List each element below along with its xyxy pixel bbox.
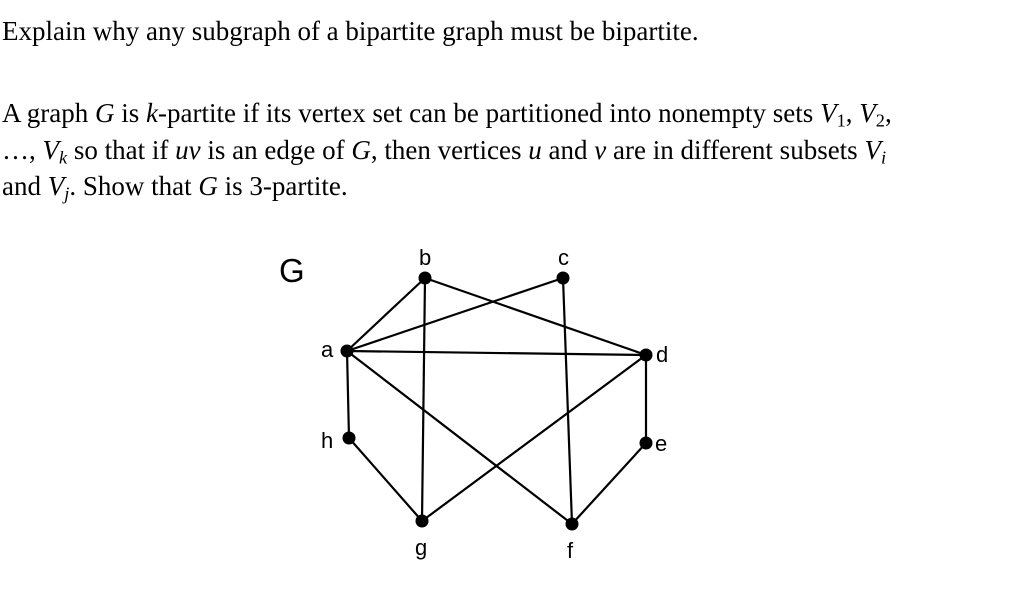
math-subscript-i: i — [880, 147, 887, 168]
math-subscript: 2 — [875, 110, 885, 131]
text-segment: is — [114, 98, 146, 128]
math-G: G — [94, 98, 115, 128]
math-k: k — [146, 98, 158, 128]
vertex-label-h: h — [321, 428, 334, 453]
text-segment: is 3-partite. — [217, 171, 348, 201]
edge-a-h — [347, 351, 349, 438]
edge-a-d — [347, 351, 646, 355]
vertex-e — [640, 437, 653, 450]
text-segment: …, — [2, 135, 43, 165]
text-segment: -partite if its vertex set can be partitioned into nonempty sets — [157, 98, 821, 128]
vertex-label-e: e — [655, 431, 668, 456]
text-segment: , — [845, 98, 860, 128]
math-V2: V — [859, 98, 876, 128]
math-subscript-j: j — [64, 183, 70, 204]
vertex-label-d: d — [656, 342, 669, 367]
math-uv: uv — [175, 135, 201, 165]
vertex-label-f: f — [567, 538, 574, 563]
graph-vertex-labels — [321, 245, 668, 563]
vertex-label-a: a — [321, 337, 334, 362]
math-u: u — [528, 135, 542, 165]
text-segment: are in different subsets — [606, 135, 865, 165]
math-subscript-k: k — [59, 147, 68, 168]
vertex-label-c: c — [558, 245, 569, 270]
math-Vi: V — [864, 135, 881, 165]
edge-c-f — [563, 278, 572, 524]
vertex-f — [566, 518, 579, 531]
question-text: Explain why any subgraph of a bipartite graph must be bipartite. — [2, 16, 699, 46]
vertex-label-g: g — [415, 535, 428, 560]
math-v: v — [594, 135, 607, 165]
edge-a-b — [347, 278, 425, 351]
graph-vertices — [341, 272, 653, 531]
vertex-label-b: b — [419, 245, 432, 270]
graph-title: G — [279, 252, 305, 289]
edge-e-f — [572, 443, 646, 524]
text-segment: and — [2, 171, 48, 201]
vertex-c — [557, 272, 570, 285]
vertex-a — [341, 345, 354, 358]
vertex-g — [416, 515, 429, 528]
edge-b-g — [422, 278, 425, 521]
vertex-d — [640, 349, 653, 362]
text-segment: A graph — [2, 98, 95, 128]
edge-b-d — [425, 278, 646, 355]
text-segment: and — [541, 135, 595, 165]
graph-edges — [347, 278, 646, 524]
text-segment: . Show that — [69, 171, 199, 201]
text-segment: is an edge of — [200, 135, 352, 165]
vertex-b — [419, 272, 432, 285]
text-segment: , — [884, 98, 892, 128]
text-segment: so that if — [67, 135, 176, 165]
math-Vj: V — [47, 171, 65, 201]
math-G: G — [351, 135, 371, 165]
math-subscript: 1 — [836, 110, 846, 131]
math-Vk: V — [42, 135, 59, 165]
math-V1: V — [820, 98, 837, 128]
vertex-h — [343, 432, 356, 445]
text-segment: , then vertices — [370, 135, 529, 165]
edge-a-f — [347, 351, 572, 524]
math-G: G — [198, 171, 218, 201]
edge-g-h — [349, 438, 422, 521]
